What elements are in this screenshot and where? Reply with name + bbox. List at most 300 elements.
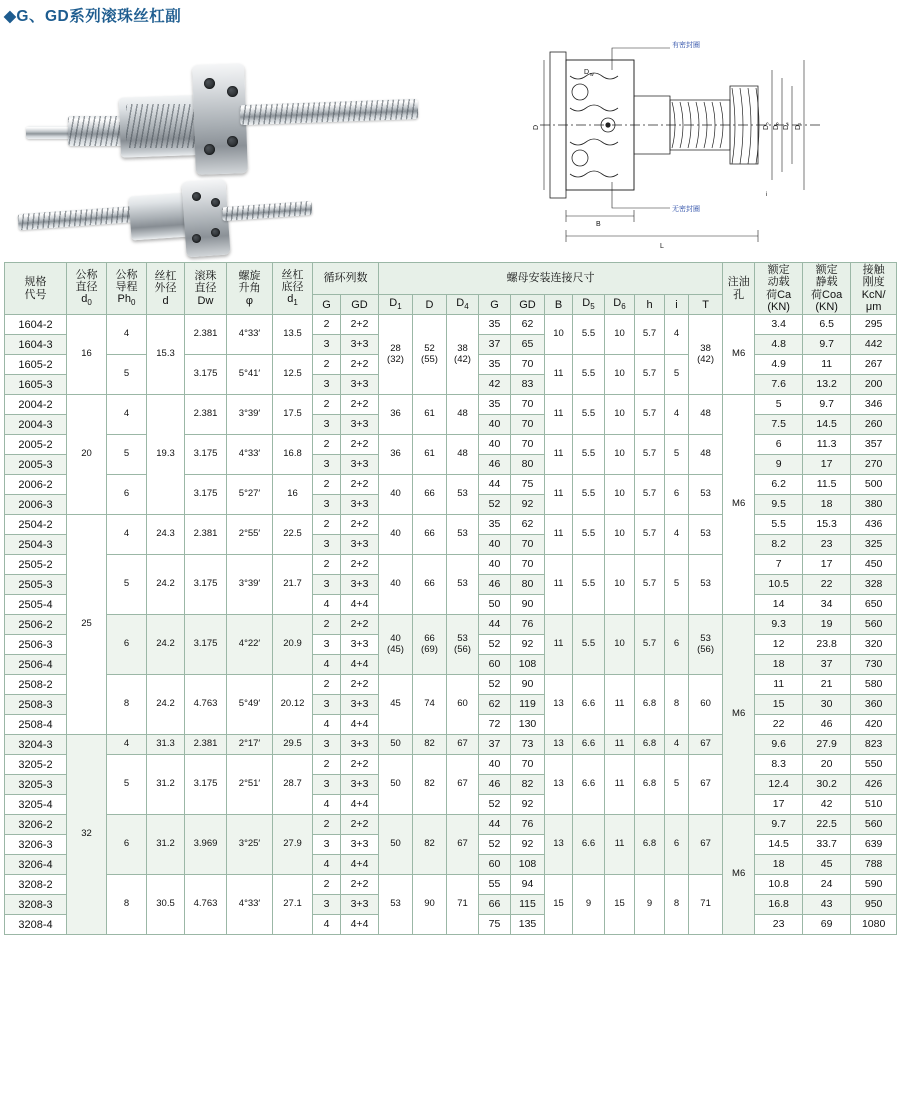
cell-L-g: 55	[479, 875, 511, 895]
cell-d0: 32	[67, 735, 107, 935]
cell-D1: 36	[379, 435, 413, 475]
cell-coa: 20	[803, 755, 851, 775]
cell-ca: 9	[755, 455, 803, 475]
cell-i: 6	[665, 815, 689, 875]
th-phi: 螺旋 升角 φ	[227, 263, 273, 315]
cell-L-gd: 135	[511, 915, 545, 935]
cell-stiffness: 950	[851, 895, 897, 915]
cell-ca: 17	[755, 795, 803, 815]
cell-stiffness: 450	[851, 555, 897, 575]
cell-h: 6.8	[635, 755, 665, 815]
cell-D1: 45	[379, 675, 413, 735]
cell-cycle-g: 2	[313, 755, 341, 775]
cell-ca: 12.4	[755, 775, 803, 795]
cell-ph0: 5	[107, 755, 147, 815]
cell-D4: 53	[447, 475, 479, 515]
cell-D5: 5.5	[573, 475, 605, 515]
th-cycle-g: G	[313, 295, 341, 315]
cell-ca: 10.8	[755, 875, 803, 895]
cell-D4: 67	[447, 815, 479, 875]
cell-code: 2005-2	[5, 435, 67, 455]
flange-hole	[204, 78, 215, 89]
cell-ca: 18	[755, 855, 803, 875]
label-Dw: D	[584, 69, 590, 76]
cell-B: 11	[545, 615, 573, 675]
cell-dw: 3.175	[185, 555, 227, 615]
flange-hole	[204, 144, 215, 155]
table-row	[5, 395, 897, 415]
cell-cycle-gd: 2+2	[341, 315, 379, 335]
cell-D6: 10	[605, 615, 635, 675]
cell-cycle-gd: 4+4	[341, 655, 379, 675]
cell-code: 3205-2	[5, 755, 67, 775]
cell-D1: 40 (45)	[379, 615, 413, 675]
cell-D: 52 (55)	[413, 315, 447, 395]
cell-cycle-gd: 2+2	[341, 755, 379, 775]
cell-coa: 11.3	[803, 435, 851, 455]
cell-ph0: 6	[107, 615, 147, 675]
cell-D5: 5.5	[573, 615, 605, 675]
cell-L-g: 60	[479, 855, 511, 875]
label-sealed: 有密封圈	[672, 42, 700, 49]
cell-ca: 18	[755, 655, 803, 675]
cell-ph0: 8	[107, 875, 147, 935]
cell-cycle-g: 4	[313, 715, 341, 735]
cell-T: 38 (42)	[689, 315, 723, 395]
cell-coa: 23	[803, 535, 851, 555]
cell-T: 53	[689, 475, 723, 515]
cell-L-gd: 70	[511, 355, 545, 375]
cell-cycle-g: 2	[313, 355, 341, 375]
cell-phi: 3°39′	[227, 395, 273, 435]
cell-stiffness: 1080	[851, 915, 897, 935]
cell-cycle-g: 2	[313, 515, 341, 535]
cell-stiffness: 357	[851, 435, 897, 455]
th-D: D	[413, 295, 447, 315]
cell-code: 2504-3	[5, 535, 67, 555]
cell-d1: 17.5	[273, 395, 313, 435]
cell-dw: 2.381	[185, 315, 227, 355]
cell-dw: 3.175	[185, 475, 227, 515]
cell-L-gd: 119	[511, 695, 545, 715]
table-row	[5, 555, 897, 575]
cell-stiffness: 560	[851, 815, 897, 835]
cell-code: 1605-3	[5, 375, 67, 395]
table-row	[5, 875, 897, 895]
cell-D4: 48	[447, 435, 479, 475]
cell-code: 2508-4	[5, 715, 67, 735]
cell-d1: 16	[273, 475, 313, 515]
cell-cycle-g: 4	[313, 795, 341, 815]
cell-i: 4	[665, 735, 689, 755]
table-row	[5, 755, 897, 775]
cell-h: 5.7	[635, 315, 665, 355]
cell-D4: 60	[447, 675, 479, 735]
thread-texture-3	[240, 99, 419, 125]
table-row	[5, 675, 897, 695]
th-code: 规格 代号	[5, 263, 67, 315]
cell-d1: 20.9	[273, 615, 313, 675]
cell-ca: 15	[755, 695, 803, 715]
table-body	[5, 315, 897, 935]
cell-stiffness: 420	[851, 715, 897, 735]
cell-L-g: 46	[479, 575, 511, 595]
cell-L-g: 40	[479, 435, 511, 455]
cell-cycle-gd: 3+3	[341, 775, 379, 795]
cell-oil: M6	[723, 395, 755, 615]
cell-L-gd: 80	[511, 455, 545, 475]
cell-code: 3205-3	[5, 775, 67, 795]
cell-ca: 10.5	[755, 575, 803, 595]
cell-d1: 21.7	[273, 555, 313, 615]
cell-cycle-g: 2	[313, 475, 341, 495]
label-D6: D₆	[773, 122, 780, 130]
cell-D6: 10	[605, 475, 635, 515]
cell-phi: 2°17′	[227, 735, 273, 755]
cell-L-g: 40	[479, 555, 511, 575]
cell-L-g: 46	[479, 775, 511, 795]
cell-h: 6.8	[635, 735, 665, 755]
cell-i: 8	[665, 675, 689, 735]
cell-ca: 7.6	[755, 375, 803, 395]
cell-L-g: 60	[479, 655, 511, 675]
cell-d0: 20	[67, 395, 107, 515]
cell-ca: 5.5	[755, 515, 803, 535]
svg-text:w: w	[590, 72, 594, 78]
cell-cycle-g: 3	[313, 895, 341, 915]
cell-coa: 23.8	[803, 635, 851, 655]
th-D5: $D_5$	[573, 295, 605, 315]
cell-stiffness: 328	[851, 575, 897, 595]
cell-D6: 10	[605, 515, 635, 555]
cell-h: 5.7	[635, 435, 665, 475]
cell-code: 2508-3	[5, 695, 67, 715]
cell-ph0: 6	[107, 475, 147, 515]
cell-d: 31.2	[147, 815, 185, 875]
th-i: i	[665, 295, 689, 315]
cell-D: 90	[413, 875, 447, 935]
cell-D6: 11	[605, 755, 635, 815]
cell-cycle-g: 2	[313, 555, 341, 575]
cell-B: 13	[545, 755, 573, 815]
cell-L-gd: 70	[511, 415, 545, 435]
cell-cycle-g: 2	[313, 675, 341, 695]
cell-coa: 17	[803, 455, 851, 475]
cell-cycle-gd: 2+2	[341, 395, 379, 415]
cell-cycle-g: 3	[313, 735, 341, 755]
cell-D: 66	[413, 475, 447, 515]
cell-dw: 2.381	[185, 735, 227, 755]
cell-cycle-g: 3	[313, 635, 341, 655]
cell-code: 2506-2	[5, 615, 67, 635]
cell-T: 53 (56)	[689, 615, 723, 675]
cell-cycle-gd: 2+2	[341, 555, 379, 575]
label-i: i	[766, 192, 768, 198]
cell-L-gd: 92	[511, 635, 545, 655]
cell-coa: 30.2	[803, 775, 851, 795]
cell-stiffness: 590	[851, 875, 897, 895]
cell-coa: 11.5	[803, 475, 851, 495]
cell-cycle-g: 2	[313, 875, 341, 895]
drawing-svg	[520, 30, 895, 262]
cell-ph0: 5	[107, 355, 147, 395]
cell-cycle-gd: 2+2	[341, 675, 379, 695]
cell-D1: 40	[379, 515, 413, 555]
cell-L-gd: 76	[511, 815, 545, 835]
cell-stiffness: 380	[851, 495, 897, 515]
cell-ca: 16.8	[755, 895, 803, 915]
cell-T: 48	[689, 395, 723, 435]
th-h: h	[635, 295, 665, 315]
cell-d1: 22.5	[273, 515, 313, 555]
cell-d0: 25	[67, 515, 107, 735]
cell-L-g: 40	[479, 535, 511, 555]
cell-T: 71	[689, 875, 723, 935]
cell-stiffness: 320	[851, 635, 897, 655]
cell-phi: 5°49′	[227, 675, 273, 735]
cell-h: 9	[635, 875, 665, 935]
cell-stiffness: 200	[851, 375, 897, 395]
label-B: B	[596, 221, 601, 228]
cell-code: 2505-4	[5, 595, 67, 615]
cell-D5: 5.5	[573, 555, 605, 615]
th-D6: $D_6$	[605, 295, 635, 315]
th-d: 丝杠 外径 d	[147, 263, 185, 315]
cell-D5: 5.5	[573, 395, 605, 435]
cell-stiffness: 267	[851, 355, 897, 375]
cell-L-gd: 70	[511, 535, 545, 555]
cell-ca: 22	[755, 715, 803, 735]
th-stiffness: 接触 刚度 KcN/ μm	[851, 263, 897, 315]
cell-cycle-g: 3	[313, 495, 341, 515]
cell-d: 15.3	[147, 315, 185, 395]
cell-coa: 11	[803, 355, 851, 375]
cell-phi: 4°33′	[227, 435, 273, 475]
cell-phi: 5°27′	[227, 475, 273, 515]
table-row	[5, 615, 897, 635]
cell-cycle-g: 2	[313, 395, 341, 415]
cell-L-gd: 115	[511, 895, 545, 915]
cell-coa: 27.9	[803, 735, 851, 755]
cell-dw: 2.381	[185, 515, 227, 555]
cell-ph0: 4	[107, 735, 147, 755]
cell-ca: 9.3	[755, 615, 803, 635]
specification-table	[4, 262, 897, 935]
cell-stiffness: 730	[851, 655, 897, 675]
label-L: L	[660, 243, 664, 250]
cell-cycle-gd: 3+3	[341, 735, 379, 755]
cell-ph0: 5	[107, 435, 147, 475]
cell-D6: 10	[605, 555, 635, 615]
cell-L-gd: 76	[511, 615, 545, 635]
cell-stiffness: 788	[851, 855, 897, 875]
cell-coa: 24	[803, 875, 851, 895]
cell-d1: 12.5	[273, 355, 313, 395]
cell-code: 2006-2	[5, 475, 67, 495]
cell-ca: 8.3	[755, 755, 803, 775]
cell-dw: 3.175	[185, 755, 227, 815]
cell-code: 3206-3	[5, 835, 67, 855]
cell-cycle-gd: 4+4	[341, 715, 379, 735]
cell-L-gd: 92	[511, 495, 545, 515]
cell-D6: 11	[605, 735, 635, 755]
cell-coa: 22	[803, 575, 851, 595]
cell-ca: 23	[755, 915, 803, 935]
cell-cycle-g: 4	[313, 655, 341, 675]
thread-texture-2	[126, 104, 204, 148]
cell-code: 2508-2	[5, 675, 67, 695]
cell-L-gd: 73	[511, 735, 545, 755]
cell-D5: 9	[573, 875, 605, 935]
cell-B: 11	[545, 355, 573, 395]
cell-d1: 27.1	[273, 875, 313, 935]
cell-cycle-g: 3	[313, 695, 341, 715]
cell-code: 3208-4	[5, 915, 67, 935]
cell-D4: 38 (42)	[447, 315, 479, 395]
page-title: ◆G、GD系列滚珠丝杠副	[4, 8, 182, 25]
cell-L-gd: 94	[511, 875, 545, 895]
cell-code: 2504-2	[5, 515, 67, 535]
cell-i: 6	[665, 475, 689, 515]
cell-stiffness: 426	[851, 775, 897, 795]
cell-cycle-gd: 3+3	[341, 375, 379, 395]
cell-D4: 53	[447, 515, 479, 555]
cell-D: 61	[413, 395, 447, 435]
cell-stiffness: 295	[851, 315, 897, 335]
cell-dw: 4.763	[185, 675, 227, 735]
cell-phi: 2°55′	[227, 515, 273, 555]
cell-dw: 4.763	[185, 875, 227, 935]
cell-stiffness: 436	[851, 515, 897, 535]
cell-L-gd: 108	[511, 855, 545, 875]
cell-oil: M6	[723, 815, 755, 935]
cell-phi: 3°39′	[227, 555, 273, 615]
cell-ph0: 6	[107, 815, 147, 875]
cell-d: 24.2	[147, 555, 185, 615]
cell-L-gd: 80	[511, 575, 545, 595]
cell-L-g: 52	[479, 675, 511, 695]
cell-D4: 67	[447, 735, 479, 755]
cell-code: 1605-2	[5, 355, 67, 375]
cell-h: 5.7	[635, 515, 665, 555]
cell-oil: M6	[723, 615, 755, 815]
flange-hole	[211, 228, 220, 237]
cell-B: 11	[545, 395, 573, 435]
cell-D5: 5.5	[573, 515, 605, 555]
cell-T: 53	[689, 515, 723, 555]
cell-code: 3206-2	[5, 815, 67, 835]
cell-D6: 10	[605, 435, 635, 475]
cell-L-gd: 70	[511, 555, 545, 575]
cell-D: 82	[413, 755, 447, 815]
cell-cycle-g: 4	[313, 915, 341, 935]
table-row	[5, 315, 897, 335]
cell-B: 10	[545, 315, 573, 355]
cell-coa: 30	[803, 695, 851, 715]
cell-B: 11	[545, 555, 573, 615]
cell-L-g: 35	[479, 355, 511, 375]
cell-code: 3205-4	[5, 795, 67, 815]
cell-L-gd: 65	[511, 335, 545, 355]
cell-D5: 6.6	[573, 755, 605, 815]
cell-ph0: 5	[107, 555, 147, 615]
cell-stiffness: 550	[851, 755, 897, 775]
cell-d1: 28.7	[273, 755, 313, 815]
cell-D4: 67	[447, 755, 479, 815]
cell-coa: 17	[803, 555, 851, 575]
cell-D1: 40	[379, 475, 413, 515]
flange-hole	[211, 198, 220, 207]
cell-L-gd: 70	[511, 435, 545, 455]
th-L-g: G	[479, 295, 511, 315]
cell-L-gd: 90	[511, 675, 545, 695]
cell-i: 5	[665, 555, 689, 615]
cell-B: 11	[545, 475, 573, 515]
cell-code: 2506-3	[5, 635, 67, 655]
th-d1-root: 丝杠 底径 $d_1$	[273, 263, 313, 315]
cell-L-g: 44	[479, 475, 511, 495]
cell-cycle-g: 2	[313, 815, 341, 835]
table-row	[5, 475, 897, 495]
cell-L-g: 66	[479, 895, 511, 915]
cell-code: 1604-3	[5, 335, 67, 355]
cell-L-g: 40	[479, 755, 511, 775]
cell-cycle-g: 3	[313, 775, 341, 795]
cell-cycle-g: 3	[313, 375, 341, 395]
cell-T: 67	[689, 755, 723, 815]
table-header	[5, 263, 897, 315]
table-row	[5, 735, 897, 755]
cell-d: 24.2	[147, 675, 185, 735]
cell-B: 13	[545, 675, 573, 735]
cell-L-gd: 62	[511, 515, 545, 535]
spec-table-wrap	[0, 262, 900, 935]
cell-cycle-gd: 3+3	[341, 835, 379, 855]
cell-phi: 3°25′	[227, 815, 273, 875]
label-D: D	[533, 124, 540, 130]
cell-cycle-g: 3	[313, 415, 341, 435]
cell-cycle-gd: 3+3	[341, 575, 379, 595]
cell-coa: 9.7	[803, 395, 851, 415]
cell-cycle-gd: 4+4	[341, 915, 379, 935]
flange-hole	[192, 192, 201, 201]
th-D1: $D_1$	[379, 295, 413, 315]
cell-h: 6.8	[635, 815, 665, 875]
flange-hole	[192, 234, 201, 243]
cell-ca: 7	[755, 555, 803, 575]
thread-texture-4	[18, 206, 139, 230]
cell-code: 3204-3	[5, 735, 67, 755]
cell-L-g: 35	[479, 395, 511, 415]
cell-L-g: 46	[479, 455, 511, 475]
cell-B: 13	[545, 815, 573, 875]
cell-ca: 11	[755, 675, 803, 695]
cell-code: 2505-2	[5, 555, 67, 575]
cell-D1: 50	[379, 755, 413, 815]
cell-h: 5.7	[635, 555, 665, 615]
cell-stiffness: 500	[851, 475, 897, 495]
cell-d: 19.3	[147, 395, 185, 515]
cell-cycle-gd: 3+3	[341, 495, 379, 515]
label-D1: D₁	[795, 122, 802, 130]
cell-cycle-g: 3	[313, 455, 341, 475]
cell-stiffness: 560	[851, 615, 897, 635]
cell-phi: 2°51′	[227, 755, 273, 815]
cell-cycle-g: 3	[313, 575, 341, 595]
cell-D1: 40	[379, 555, 413, 615]
cell-L-gd: 90	[511, 595, 545, 615]
cell-L-gd: 75	[511, 475, 545, 495]
